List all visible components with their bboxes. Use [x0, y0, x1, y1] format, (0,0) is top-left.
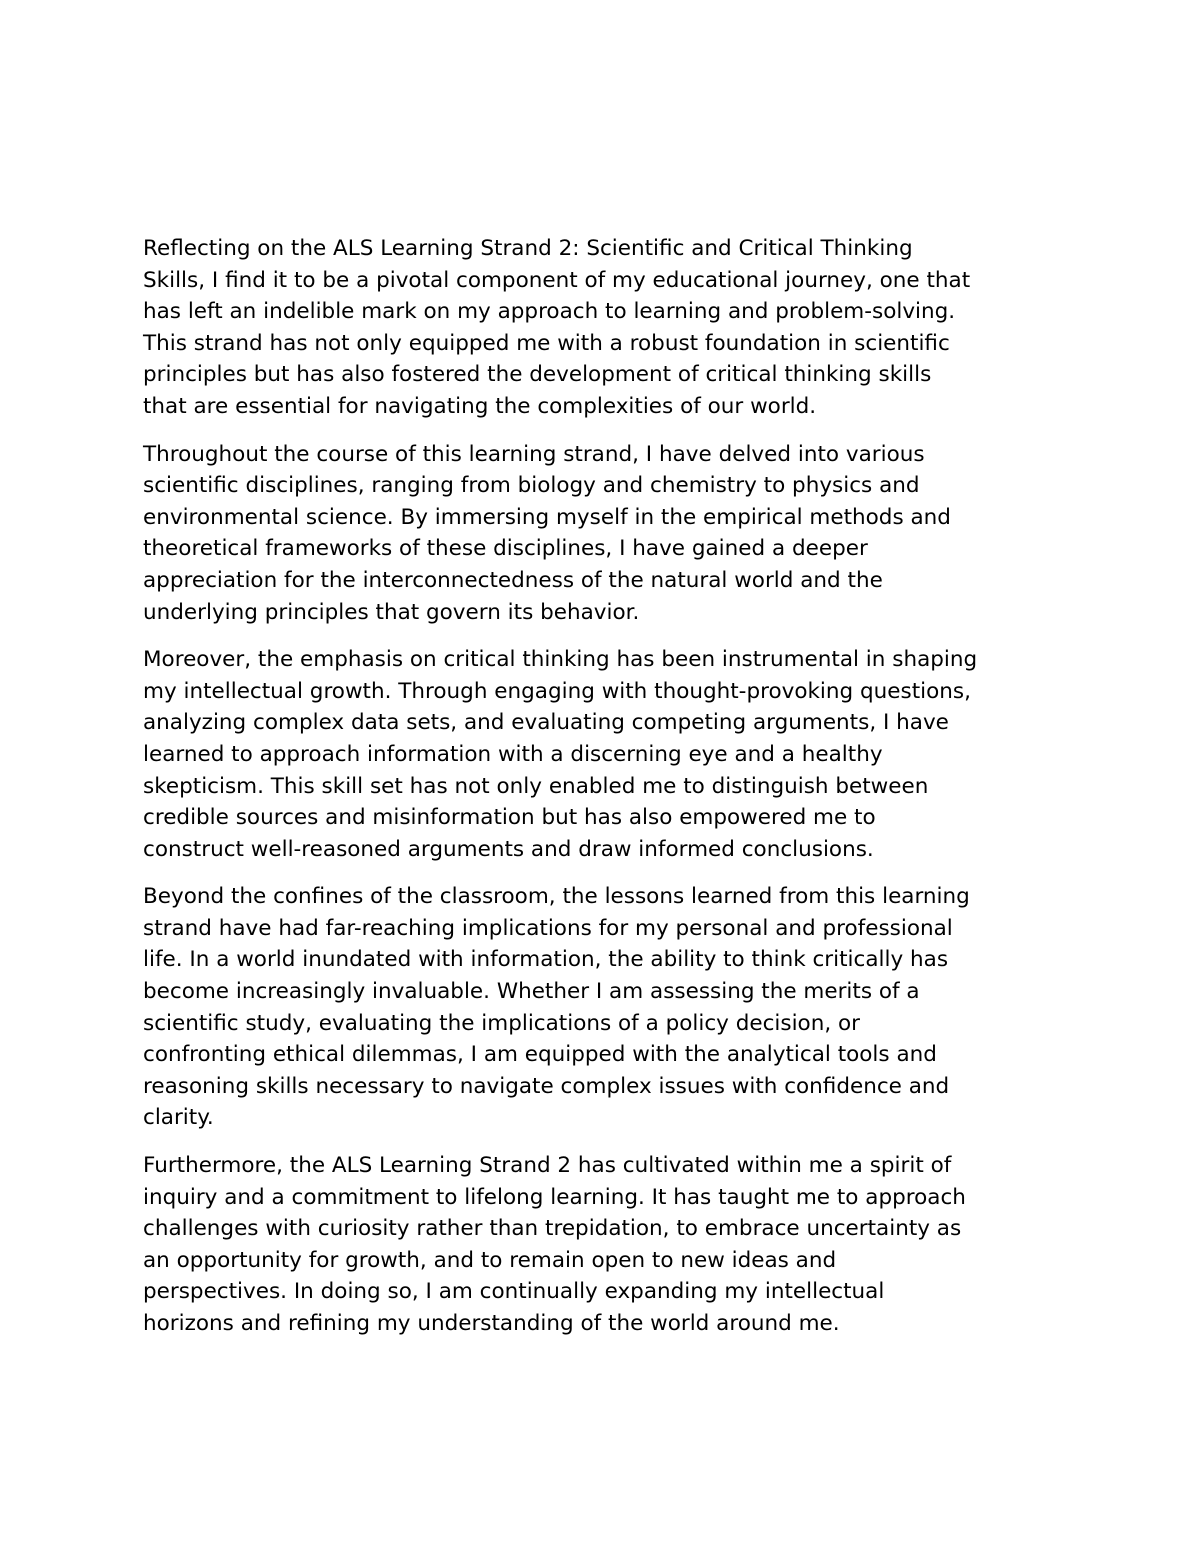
document-body [143, 233, 1073, 1356]
text-line: horizons and refining my understanding of the world around me. [143, 1311, 840, 1336]
text-line: that are essential for navigating the complexities of our world. [143, 393, 817, 419]
text-line: Skills, I find it to be a pivotal component of my educational journey, one that [143, 267, 971, 293]
text-line: analyzing complex data sets, and evaluating competing arguments, I have [143, 710, 949, 736]
text-line: confronting ethical dilemmas, I am equipped with the analytical tools and [143, 1042, 937, 1068]
text-line: skepticism. This skill set has not only enabled me to distinguish between [143, 773, 929, 799]
text-line: clarity. [143, 1105, 214, 1131]
text-line: theoretical frameworks of these disciplines, I have gained a deeper [143, 536, 868, 562]
paragraph-5 [143, 1150, 1073, 1340]
paragraph-1 [143, 233, 1073, 423]
text-line: scientific study, evaluating the implications of a policy decision, or [143, 1010, 860, 1036]
paragraph-2 [143, 439, 1073, 629]
text-line: become increasingly invaluable. Whether I am assessing the merits of a [143, 979, 920, 1005]
paragraph-4 [143, 881, 1073, 1134]
text-line: underlying principles that govern its behavior. [143, 599, 640, 625]
text-line: learned to approach information with a discerning eye and a healthy [143, 741, 883, 767]
text-line: construct well-reasoned arguments and draw informed conclusions. [143, 836, 874, 862]
text-line: my intellectual growth. Through engaging with thought-provoking questions, [143, 678, 971, 704]
text-line: an opportunity for growth, and to remain open to new ideas and [143, 1247, 837, 1273]
text-line: reasoning skills necessary to navigate complex issues with confidence and [143, 1073, 950, 1099]
text-line: principles but has also fostered the development of critical thinking skills [143, 362, 932, 388]
text-line: Beyond the confines of the classroom, the lessons learned from this learning [143, 884, 970, 910]
text-line: inquiry and a commitment to lifelong learning. It has taught me to approach [143, 1184, 966, 1210]
text-line: challenges with curiosity rather than trepidation, to embrace uncertainty as [143, 1216, 962, 1242]
text-line: Moreover, the emphasis on critical thinking has been instrumental in shaping [143, 647, 978, 673]
text-line: scientific disciplines, ranging from biology and chemistry to physics and [143, 473, 920, 499]
text-line: perspectives. In doing so, I am continually expanding my intellectual [143, 1279, 885, 1305]
text-line: life. In a world inundated with information, the ability to think critically has [143, 947, 949, 973]
text-line: Throughout the course of this learning strand, I have delved into various [143, 441, 925, 467]
text-line: This strand has not only equipped me with a robust foundation in scientific [143, 330, 950, 356]
paragraph-3 [143, 644, 1073, 865]
text-line: appreciation for the interconnectedness of the natural world and the [143, 567, 883, 593]
text-line: environmental science. By immersing myself in the empirical methods and [143, 504, 951, 530]
text-line: Reflecting on the ALS Learning Strand 2: Scientific and Critical Thinking [143, 236, 913, 261]
text-line: Furthermore, the ALS Learning Strand 2 has cultivated within me a spirit of [143, 1153, 952, 1179]
text-line: credible sources and misinformation but has also empowered me to [143, 805, 876, 831]
text-line: strand have had far-reaching implications for my personal and professional [143, 915, 953, 941]
text-line: has left an indelible mark on my approach to learning and problem-solving. [143, 299, 956, 325]
